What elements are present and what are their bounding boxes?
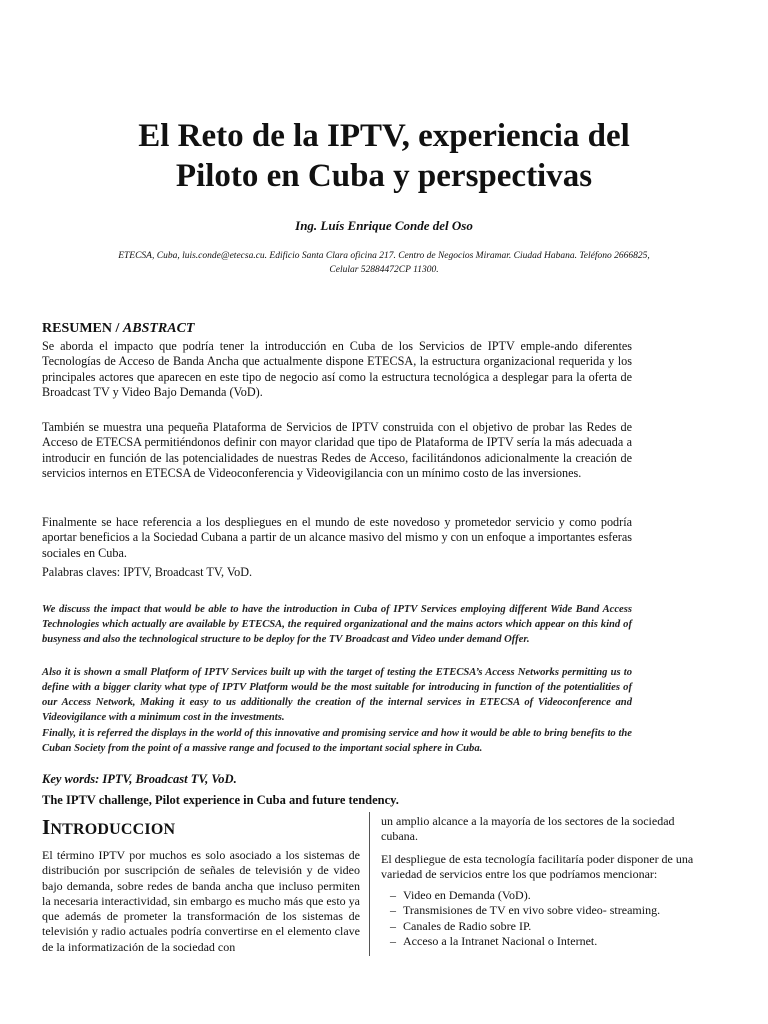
- services-list: [381, 888, 699, 949]
- paper-title: [40, 116, 728, 196]
- resumen-label: RESUMEN /: [42, 321, 123, 336]
- list-item: – Acceso a la Intranet Nacional o Internet.: [390, 933, 598, 948]
- palabras-claves: Palabras claves: IPTV, Broadcast TV, VoD.: [42, 565, 253, 579]
- list-item: – Canales de Radio sobre IP.: [390, 918, 532, 933]
- intro-heading-initial: I: [42, 815, 51, 839]
- resumen-paragraph-1: Se aborda el impacto que podría tener la introducción en Cuba de los Servicios de IPTV emple-ando diferentes Tecnologías de Acceso de Banda Ancha que actualmente dispone ETECSA, la estructura organizacional requerida y los principales actores que aparecen en este tipo de negocio así como la estructura tecnológica a desplegar para la oferta de Broadcast TV y Video Bajo Demanda (VoD).: [42, 339, 632, 399]
- abstract-paragraph-1: We discuss the impact that would be able to have the introduction in Cuba of IPTV Services employing different Wide Band Access Technologies which actually are available by ETECSA, the required organizational and the mains actors which appear on this kind of busyness and also the technological structure to be deploy for the TV Broadcast and Video under demand Offer.: [42, 604, 632, 645]
- affiliation: [40, 249, 728, 277]
- affiliation-line-1: ETECSA, Cuba, luis.conde@etecsa.cu. Edificio Santa Clara oficina 217. Centro de Negocios Miramar. Ciudad Habana. Teléfono 2666825,: [118, 251, 650, 261]
- resumen-paragraph-2: También se muestra una pequeña Plataforma de Servicios de IPTV construida con el objetivo de probar las Redes de Acceso de ETECSA permitiéndonos definir con mayor claridad que tipo de Plataforma de IPTV sería la más adecuada a introducir en función de las potencialidades de nuestras Redes de Acceso, facilitándonos adicionalmente la creación de servicios internos en ETECSA de Videoconferencia y Videovigilancia con un mínimo costo de las inversiones.: [42, 420, 632, 480]
- intro-left-column: El término IPTV por muchos es solo asociado a los sistemas de distribución por suscripción de señales de televisión y de video bajo demanda, sobre redes de banda ancha que incluso permiten la necesaria interactividad, sin embargo es mucho más que esto ya que además de prometer la transformación de los sistemas de televisión y radio actuales podría convertirse en el elemento clave de la informatización de la sociedad con: [42, 848, 360, 954]
- column-divider: [369, 812, 370, 956]
- author-name: Ing. Luís Enrique Conde del Oso: [295, 218, 473, 233]
- list-item: – Video en Demanda (VoD).: [390, 888, 531, 902]
- title-line-1: El Reto de la IPTV, experiencia del: [138, 118, 630, 154]
- resumen-heading: [42, 321, 195, 337]
- list-marker: –: [390, 933, 396, 948]
- affiliation-line-2: Celular 52884472CP 11300.: [329, 265, 439, 275]
- list-item: – Transmisiones de TV en vivo sobre video- streaming.: [390, 903, 661, 918]
- resumen-paragraph-3: Finalmente se hace referencia a los despliegues en el mundo de este novedoso y prometedor servicio y como podría aportar beneficios a la Sociedad Cubana a partir de un alcance masivo del mismo y con un enfoque a importantes esferas sociales en Cuba.: [42, 515, 632, 560]
- intro-right-paragraph-1: un amplio alcance a la mayoría de los sectores de la sociedad cubana.: [381, 814, 675, 844]
- abstract-paragraph-3: Finally, it is referred the displays in the world of this innovative and promising service and how it would be able to bring benefits to the Cuban Society from the point of a massive range and focused to the important social sphere in Cuba.: [42, 728, 632, 754]
- intro-right-paragraph-2: El despliegue de esta tecnología facilitaría poder disponer de una variedad de servicios entre los que podríamos mencionar:: [381, 852, 694, 882]
- key-words: Key words: IPTV, Broadcast TV, VoD.: [42, 772, 237, 786]
- abstract-label: ABSTRACT: [122, 321, 195, 336]
- abstract-paragraph-2: Also it is shown a small Platform of IPTV Services built up with the target of testing the ETECSA’s Access Networks permitting us to define with a bigger clarity what type of IPTV Platform would be the most suitable for introducing in function of the potentialities of our Access Network, Making it easy to us additionally the creation of the internal services in ETECSA of Videoconference and Videovigilance with a minimum cost in the investments.: [42, 667, 632, 723]
- introduccion-heading: [42, 815, 175, 840]
- english-title: The IPTV challenge, Pilot experience in Cuba and future tendency.: [42, 793, 399, 807]
- intro-heading-rest: NTRODUCCION: [50, 821, 176, 838]
- list-marker: –: [390, 918, 396, 933]
- list-marker: –: [390, 888, 396, 902]
- title-line-2: Piloto en Cuba y perspectivas: [175, 158, 593, 194]
- list-marker: –: [390, 903, 396, 918]
